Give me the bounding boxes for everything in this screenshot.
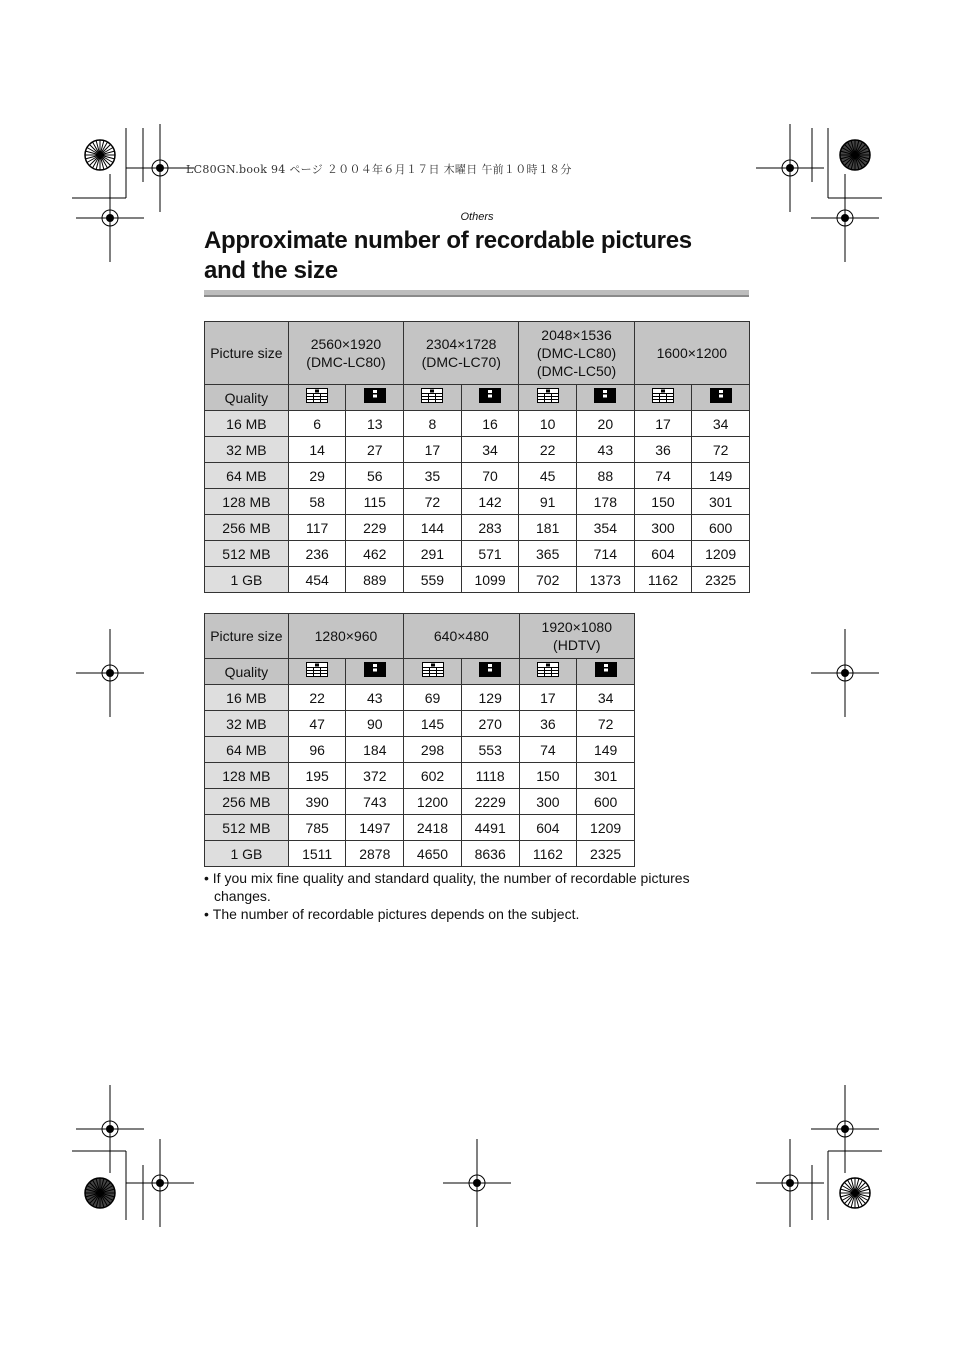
page-title-line2: and the size — [204, 257, 338, 284]
fine-quality-icon — [306, 662, 328, 681]
card-capacity-label: 32 MB — [205, 437, 289, 463]
picture-count-cell: 129 — [461, 685, 519, 711]
table-row — [205, 711, 635, 737]
title-rule — [204, 290, 749, 297]
picture-count-cell: 27 — [346, 437, 404, 463]
picture-count-cell: 454 — [288, 567, 346, 593]
picture-size-header — [404, 614, 519, 659]
picture-count-cell: 2325 — [692, 567, 750, 593]
resolution-label: 1280×960 — [314, 628, 378, 644]
registration-mark-center — [156, 1179, 164, 1187]
quality-cell — [692, 385, 750, 411]
picture-count-cell: 35 — [404, 463, 462, 489]
card-capacity-label: 512 MB — [205, 815, 289, 841]
registration-mark-center — [786, 1179, 794, 1187]
picture-count-cell: 47 — [288, 711, 346, 737]
picture-count-cell: 2325 — [577, 841, 635, 867]
picture-count-cell: 604 — [634, 541, 692, 567]
standard-quality-icon — [479, 388, 501, 407]
resolution-label: 2048×1536 — [541, 327, 612, 343]
picture-count-cell: 69 — [404, 685, 462, 711]
picture-count-cell: 300 — [634, 515, 692, 541]
card-capacity-label: 256 MB — [205, 515, 289, 541]
standard-quality-icon — [364, 662, 386, 681]
quality-label: Quality — [205, 385, 289, 411]
table-row — [205, 737, 635, 763]
picture-size-header — [519, 614, 634, 659]
picture-count-cell: 6 — [288, 411, 346, 437]
picture-count-cell: 74 — [634, 463, 692, 489]
page-title — [204, 226, 764, 286]
resolution-label: 2560×1920 — [310, 336, 382, 352]
picture-count-cell: 2418 — [404, 815, 462, 841]
picture-count-cell: 372 — [346, 763, 404, 789]
picture-count-cell: 45 — [519, 463, 577, 489]
quality-cell — [404, 659, 462, 685]
quality-row — [205, 385, 750, 411]
picture-count-cell: 301 — [577, 763, 635, 789]
picture-count-cell: 90 — [346, 711, 404, 737]
picture-size-header — [519, 322, 634, 385]
resolution-label: 1920×1080 — [541, 619, 612, 635]
picture-count-cell: 600 — [692, 515, 750, 541]
picture-count-cell: 20 — [577, 411, 635, 437]
picture-count-cell: 34 — [692, 411, 750, 437]
quality-cell — [519, 385, 577, 411]
registration-mark-center — [841, 1125, 849, 1133]
picture-count-cell: 1511 — [288, 841, 346, 867]
table-row — [205, 685, 635, 711]
quality-cell — [519, 659, 577, 685]
resolution-label: 640×480 — [433, 628, 489, 644]
picture-count-cell: 56 — [346, 463, 404, 489]
picture-count-cell: 178 — [577, 489, 635, 515]
card-capacity-label: 1 GB — [205, 841, 289, 867]
picture-count-cell: 4491 — [461, 815, 519, 841]
picture-count-cell: 785 — [288, 815, 346, 841]
quality-row — [205, 659, 635, 685]
page-title-line1: Approximate number of recordable pictures — [204, 227, 692, 254]
registration-mark-center — [106, 1125, 114, 1133]
picture-count-cell: 142 — [461, 489, 519, 515]
model-label: (DMC-LC80) — [536, 345, 617, 361]
picture-count-cell: 298 — [404, 737, 462, 763]
model-label: (DMC-LC50) — [536, 363, 617, 379]
picture-count-cell: 72 — [692, 437, 750, 463]
picture-count-cell: 390 — [288, 789, 346, 815]
notes-list — [204, 869, 744, 923]
picture-count-cell: 29 — [288, 463, 346, 489]
picture-count-cell: 1497 — [346, 815, 404, 841]
card-capacity-label: 128 MB — [205, 763, 289, 789]
picture-count-cell: 602 — [404, 763, 462, 789]
quality-cell — [288, 385, 346, 411]
table-row — [205, 411, 750, 437]
standard-quality-icon — [710, 388, 732, 407]
picture-count-cell: 2229 — [461, 789, 519, 815]
note-item: • The number of recordable pictures depends on the subject. — [204, 905, 744, 923]
registration-mark-center — [786, 164, 794, 172]
picture-count-cell: 889 — [346, 567, 404, 593]
picture-count-cell: 301 — [692, 489, 750, 515]
picture-size-header — [288, 322, 403, 385]
picture-count-cell: 184 — [346, 737, 404, 763]
fine-quality-icon — [652, 388, 674, 407]
picture-count-cell: 13 — [346, 411, 404, 437]
table-row — [205, 815, 635, 841]
quality-cell — [577, 659, 635, 685]
picture-count-cell: 1162 — [634, 567, 692, 593]
standard-quality-icon — [479, 662, 501, 681]
card-capacity-label: 256 MB — [205, 789, 289, 815]
model-label: (HDTV) — [553, 637, 601, 653]
picture-count-cell: 1209 — [692, 541, 750, 567]
table-row — [205, 515, 750, 541]
picture-count-cell: 36 — [634, 437, 692, 463]
card-capacity-label: 128 MB — [205, 489, 289, 515]
table-row — [205, 567, 750, 593]
picture-count-cell: 34 — [461, 437, 519, 463]
picture-size-header — [634, 322, 749, 385]
picture-count-cell: 354 — [577, 515, 635, 541]
picture-size-label: Picture size — [205, 614, 289, 659]
picture-count-cell: 91 — [519, 489, 577, 515]
registration-mark-center — [156, 164, 164, 172]
picture-count-cell: 144 — [404, 515, 462, 541]
picture-size-row — [205, 614, 635, 659]
resolution-label: 2304×1728 — [426, 336, 497, 352]
picture-count-cell: 229 — [346, 515, 404, 541]
card-capacity-label: 32 MB — [205, 711, 289, 737]
picture-count-cell: 553 — [461, 737, 519, 763]
table-row — [205, 541, 750, 567]
standard-quality-icon — [594, 388, 616, 407]
picture-count-cell: 150 — [519, 763, 577, 789]
picture-count-cell: 604 — [519, 815, 577, 841]
registration-mark-center — [106, 669, 114, 677]
table-row — [205, 789, 635, 815]
picture-count-cell: 181 — [519, 515, 577, 541]
picture-count-cell: 149 — [577, 737, 635, 763]
picture-count-cell: 365 — [519, 541, 577, 567]
fine-quality-icon — [422, 662, 444, 681]
picture-count-cell: 96 — [288, 737, 346, 763]
picture-count-cell: 88 — [577, 463, 635, 489]
picture-count-cell: 17 — [404, 437, 462, 463]
picture-count-cell: 117 — [288, 515, 346, 541]
quality-cell — [288, 659, 346, 685]
picture-count-cell: 72 — [577, 711, 635, 737]
recordable-pictures-table-2 — [204, 613, 635, 867]
picture-count-cell: 1118 — [461, 763, 519, 789]
picture-count-cell: 36 — [519, 711, 577, 737]
table-row — [205, 763, 635, 789]
picture-count-cell: 195 — [288, 763, 346, 789]
picture-count-cell: 291 — [404, 541, 462, 567]
picture-count-cell: 34 — [577, 685, 635, 711]
quality-cell — [404, 385, 462, 411]
model-label: (DMC-LC70) — [421, 354, 501, 370]
picture-size-row — [205, 322, 750, 385]
picture-count-cell: 22 — [288, 685, 346, 711]
registration-mark-center — [473, 1179, 481, 1187]
picture-count-cell: 1373 — [577, 567, 635, 593]
picture-count-cell: 74 — [519, 737, 577, 763]
picture-count-cell: 743 — [346, 789, 404, 815]
resolution-label: 1600×1200 — [656, 345, 728, 361]
table-row — [205, 489, 750, 515]
standard-quality-icon — [364, 388, 386, 407]
card-capacity-label: 1 GB — [205, 567, 289, 593]
picture-count-cell: 270 — [461, 711, 519, 737]
picture-count-cell: 17 — [634, 411, 692, 437]
picture-count-cell: 714 — [577, 541, 635, 567]
picture-count-cell: 2878 — [346, 841, 404, 867]
card-capacity-label: 16 MB — [205, 411, 289, 437]
card-capacity-label: 64 MB — [205, 463, 289, 489]
picture-count-cell: 1099 — [461, 567, 519, 593]
picture-count-cell: 150 — [634, 489, 692, 515]
quality-cell — [634, 385, 692, 411]
picture-count-cell: 72 — [404, 489, 462, 515]
quality-cell — [577, 385, 635, 411]
note-item: • If you mix fine quality and standard quality, the number of recordable pictures changes. — [204, 869, 744, 905]
registration-mark-center — [841, 669, 849, 677]
picture-count-cell: 22 — [519, 437, 577, 463]
picture-count-cell: 283 — [461, 515, 519, 541]
picture-count-cell: 43 — [577, 437, 635, 463]
picture-count-cell: 600 — [577, 789, 635, 815]
quality-cell — [346, 659, 404, 685]
picture-count-cell: 236 — [288, 541, 346, 567]
table-row — [205, 841, 635, 867]
picture-count-cell: 17 — [519, 685, 577, 711]
picture-count-cell: 14 — [288, 437, 346, 463]
picture-count-cell: 70 — [461, 463, 519, 489]
card-capacity-label: 16 MB — [205, 685, 289, 711]
picture-count-cell: 8 — [404, 411, 462, 437]
picture-size-header — [404, 322, 519, 385]
card-capacity-label: 64 MB — [205, 737, 289, 763]
picture-count-cell: 43 — [346, 685, 404, 711]
picture-count-cell: 571 — [461, 541, 519, 567]
picture-size-label: Picture size — [205, 322, 289, 385]
quality-label: Quality — [205, 659, 289, 685]
picture-count-cell: 559 — [404, 567, 462, 593]
picture-size-header — [288, 614, 403, 659]
picture-count-cell: 115 — [346, 489, 404, 515]
picture-count-cell: 462 — [346, 541, 404, 567]
picture-count-cell: 702 — [519, 567, 577, 593]
section-label: Others — [460, 211, 494, 223]
picture-count-cell: 300 — [519, 789, 577, 815]
fine-quality-icon — [537, 662, 559, 681]
picture-count-cell: 1209 — [577, 815, 635, 841]
table-row — [205, 463, 750, 489]
quality-cell — [346, 385, 404, 411]
print-header: LC80GN.book 94 ページ ２００４年６月１７日 木曜日 午前１０時１８分 — [186, 163, 572, 176]
fine-quality-icon — [537, 388, 559, 407]
picture-count-cell: 149 — [692, 463, 750, 489]
recordable-pictures-table-1 — [204, 321, 750, 593]
table-row — [205, 437, 750, 463]
picture-count-cell: 1162 — [519, 841, 577, 867]
picture-count-cell: 10 — [519, 411, 577, 437]
picture-count-cell: 58 — [288, 489, 346, 515]
picture-count-cell: 4650 — [404, 841, 462, 867]
picture-count-cell: 8636 — [461, 841, 519, 867]
model-label: (DMC-LC80) — [306, 354, 386, 370]
quality-cell — [461, 659, 519, 685]
card-capacity-label: 512 MB — [205, 541, 289, 567]
standard-quality-icon — [595, 662, 617, 681]
picture-count-cell: 1200 — [404, 789, 462, 815]
fine-quality-icon — [306, 388, 328, 407]
quality-cell — [461, 385, 519, 411]
picture-count-cell: 145 — [404, 711, 462, 737]
fine-quality-icon — [421, 388, 443, 407]
picture-count-cell: 16 — [461, 411, 519, 437]
